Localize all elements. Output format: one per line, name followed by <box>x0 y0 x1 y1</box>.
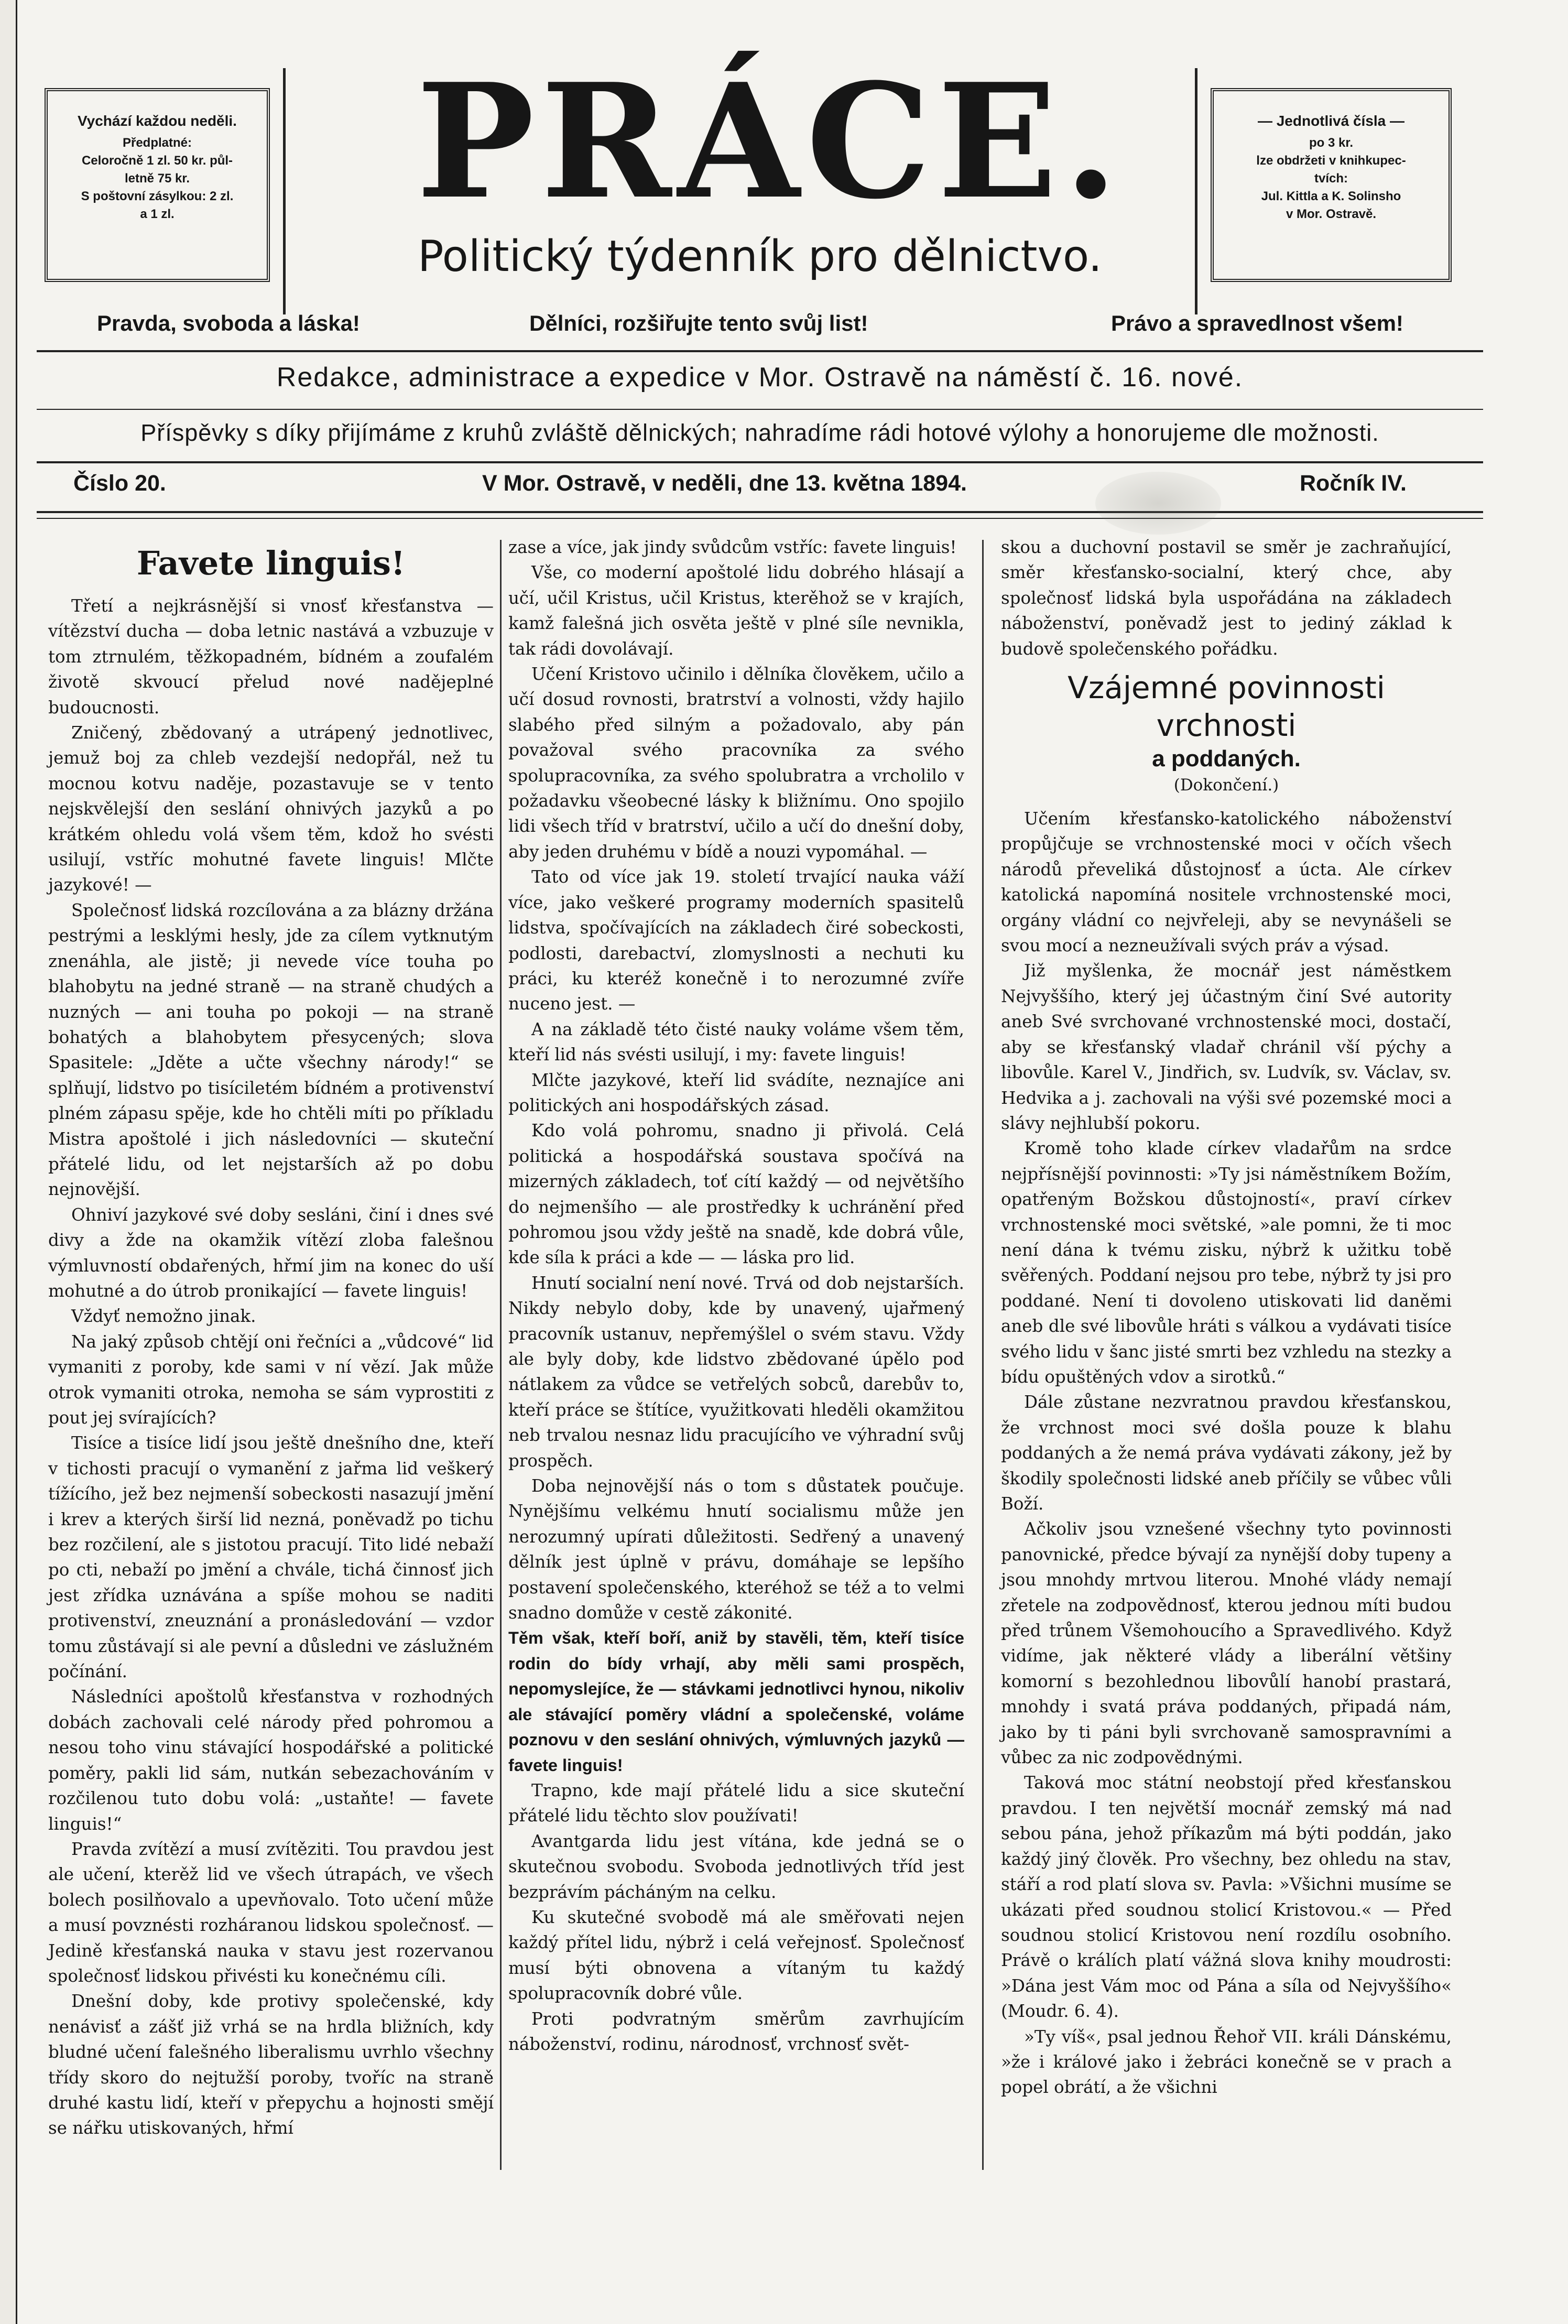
motto-center: Dělníci, rozšiřujte tento svůj list! <box>529 311 868 335</box>
editorial-address: Redakce, administrace a expedice v Mor. Ostravě na náměstí č. 16. nové. <box>276 362 1244 393</box>
paragraph: Hnutí socialní není nové. Trvá od dob nejstarších. Nikdy nebylo doby, kde by unavený, ujařmený pracovník ustanuv, nepřemýšlel o svém stavu. Vždy ale byly doby, kde lidstvo zbědované úpělo pod nátlakem za vůdce se vetřelých sobců, darebův to, kteří práce se štítíce, využitkovati hleděli okamžitou neb trvalou nesnaz lidu pracujícího ve výhradní svůj prospěch. <box>508 1273 964 1471</box>
motto-right: Právo a spravedlnost všem! <box>1111 311 1403 335</box>
paragraph: Dnešní doby, kde protivy společenské, kdy nenávisť a zášť již vrhá se na hrdla bližních, kdy bludné učení falešného liberalismu uvrhlo všechny třídy skoro do nejtužší poroby, tvoříc na straně druhé kastu lidí, kteří v přepychu a hojnosti smějí se nářku utiskovaných, hřmí <box>48 1991 494 2138</box>
paragraph: Mlčte jazykové, kteří lid svádíte, neznajíce ani politických ani hospodářských zásad. <box>508 1070 964 1115</box>
paragraph: Učení Kristovo učinilo i dělníka člověkem, učilo a učí dosud rovnosti, bratrství a volnosti, vždy hajilo slabého před silným a požadovalo, aby pán považoval svého pracovníka za svého spolupracovníka, za svého spolubratra a vrcholilo v požadavku všeobecné lásky k bližnímu. Ono spojilo lidi všech tříd v bratrství, učilo a učí do dnešní doby, aby jeden druhému v bídě a nouzi vypomáhal. — <box>508 664 964 862</box>
subscription-prices: Celoročně 1 zl. 50 kr. půl- letně 75 kr. S poštovní zásylkou: 2 zl. a 1 zl. <box>81 154 234 221</box>
paragraph: Společnosť lidská rozcílována a za blázny držána pestrými a lesklými hesly, jde za cílem vytknutým znenáhla, ale jistě; ji nevede více touha po blahobytu na jedné straně — na straně chudých a nuzných — ani touha po pokoji — na straně bohatých a blahobytem přesycených; slova Spasitele: „Jděte a učte všechny národy!“ se splňují, lidstvo po tisíciletém bídném a protivenství plném zápasu spěje, kde ho chtěli míti po příkladu Mistra apoštolé i jich následovníci — skuteční přátelé lidu, od let nejstarších až po dobu nejnovější. <box>48 900 494 1200</box>
paragraph: Třetí a nejkrásnější si vnosť křesťanstva — vítězství ducha — doba letnic nastává a vzbuzuje v tom ztrnulém, těžkopadném, bídném a zoufalém životě skvoucí přelud nové nadějeplné budoucnosti. <box>48 596 494 718</box>
masthead-subtitle: Politický týdenník pro dělnictvo. <box>418 232 1102 281</box>
issue-number: Číslo 20. <box>73 471 166 496</box>
ink-stain <box>1095 472 1221 535</box>
paragraph: zase a více, jak jindy svůdcům vstříc: favete linguis! <box>508 537 957 557</box>
paragraph: Trapno, kde mají přátelé lidu a sice skuteční přátelé lidu těchto slov používati! <box>508 1780 964 1826</box>
paragraph: Dále zůstane nezvratnou pravdou křesťanskou, že vrchnost moci své došla pouze k blahu poddaných a že nemá práva vydávati zákony, jež by škodily společnosti lidské aneb příčily se vůbec vůli Boží. <box>1001 1392 1452 1514</box>
column-divider-1 <box>500 540 502 2170</box>
article2-title: Vzájemné povinnosti vrchnosti <box>1068 670 1385 744</box>
dateline: V Mor. Ostravě, v neděli, dne 13. května 1894. <box>482 471 967 496</box>
article-title: Favete linguis! <box>136 544 406 582</box>
paragraph: Proti podvratným směrům zavrhujícím náboženství, rodinu, národnosť, vrchnosť svět- <box>508 2008 964 2054</box>
volume-number: Ročník IV. <box>1300 471 1407 496</box>
article2-continuation-note: (Dokončení.) <box>1173 776 1279 795</box>
paragraph: Vždyť nemožno jinak. <box>71 1306 256 1327</box>
dateline-rule-1 <box>37 511 1483 513</box>
paragraph: Zničený, zbědovaný a utrápený jednotlivec, jemuž boj za chleb vezdejší nedopřál, než tu mocnou kotvu naděje, pozastavuje se v tento nejskvělejší den seslání ohnivých jazyků a po krátkém ohledu volá všem těm, kdož ho svésti usilují, vstříc mohutné favete linguis! Mlčte jazykové! — <box>48 723 494 895</box>
paragraph: Ačkoliv jsou vznešené všechny tyto povinnosti panovnické, předce bývají za nynější doby tupeny a jsou mnohdy mrtvou literou. Mnohé vlády nemají zřetele na zodpovědnosť, kterou jednou míti budou před trůnem Všemohoucího a Spravedlivého. Když vidíme, jak některé vlády a liberální většiny komorní s bezohlednou libovůlí hanobí prastará, mnohdy i svatá práva poddaných, připadá nám, jako by ti páni byli svrchovaně samospravními a vůbec za nic zodpovědnými. <box>1001 1519 1452 1768</box>
contributions-note: Příspěvky s díky přijímáme z kruhů zvláště dělnických; nahradíme rádi hotové výlohy a honorujeme dle možnosti. <box>140 419 1379 446</box>
paragraph: Tisíce a tisíce lidí jsou ještě dnešního dne, kteří v tichosti pracují o vymanění z jařma lid veškerý tížícího, jež bez nejmenší sobeckosti nasazují jmění i krev a kterých širší lid nezná, poněvadž po tichu bez rozčilení, ale s jistotou pracují. Tito lidé nebaží po cti, nebaží po jmění a chvále, tichá činnosť jich jest zřídka uznávána a spíše mohou se naditi protivenství, zneuznání a pronásledování — vzdor tomu zůstávají si ale pevní a důsledni ve záslužném počínání. <box>48 1433 494 1682</box>
single-issue-title: — Jednotlivá čísla — <box>1257 113 1405 129</box>
column-2 <box>508 535 964 2057</box>
newspaper-page <box>21 0 1547 2324</box>
column-divider-2 <box>982 540 984 2170</box>
left-frame-rule <box>283 68 286 314</box>
paragraph: Ohniví jazykové své doby sesláni, činí i dnes své divy a žde na okamžik vítězí zloba falešnou výmluvností obdařených, hřmí jim na konec do uší mohutné a do útrob pronikající — favete linguis! <box>48 1204 494 1301</box>
paragraph: Již myšlenka, že mocnář jest náměstkem Nejvyššího, který jej účastným činí Své autority aneb Své svrchované vrchnostenské moci, dostačí, aby se křesťanský vladař chránil vší pýchy a libovůle. Karel V., Jindřich, sv. Ludvík, sv. Václav, sv. Hedvika a j. zachovali na výši své pozemské moci a slávy nejhlubší pokoru. <box>1001 961 1452 1133</box>
paragraph: Ku skutečné svobodě má ale směřovati nejen každý přítel lidu, nýbrž i celá veřejnosť. Společnosť musí býti obnovena a vítaným tu každý spolupracovník dobré vůle. <box>508 1907 964 2004</box>
paragraph: Na jaký způsob chtějí oni řečníci a „vůdcové“ lid vymaniti z poroby, kde sami v ní vězí. Jak může otrok vymaniti otroka, nemoha se sám vyprostiti z pout jej svírajících? <box>48 1331 494 1428</box>
paragraph: Avantgarda lidu jest vítána, kde jedná se o skutečnou svobodu. Svoboda jednotlivých tříd jest bezprávím pácháným na celku. <box>508 1831 964 1902</box>
paragraph: Kromě toho klade církev vladařům na srdce nejpřísnější povinnosti: »Ty jsi náměstníkem Božím, opatřeným Božskou důstojností«, praví církev vrchnostenské moci světské, »ale pomni, že ti moc není dána k tvému zisku, nýbrž k užitku tobě svěřených. Poddaní nejsou pro tebe, nýbrž ty jsi pro poddané. Není ti dovoleno utiskovati lid daněmi aneb dle své libovůle hráti s válkou a vydávati tisíce svého lidu v šanc jisté smrti bez vzhledu na stezky a bídu opuštěných vdov a sirotků.“ <box>1001 1138 1452 1387</box>
address-rule <box>37 409 1483 410</box>
header-rule <box>37 350 1483 352</box>
paragraph: Učením křesťansko-katolického náboženství propůjčuje se vrchnostenské moci v očích všech národů převeliká důstojnosť a úcta. Ale církev katolická napomíná nositele vrchnostenské moci, orgány vládní co nejvřeleji, aby se nevynášeli se svou mocí a nezneužívali svých práv a výsad. <box>1001 809 1452 956</box>
page-binding <box>0 0 17 2324</box>
paragraph: Taková moc státní neobstojí před křesťanskou pravdou. I ten největší mocnář zemský má nad sebou pána, jehož příkazům má býti poddán, jako každý jiný člověk. Pro všechny, bez ohledu na stav, stáří a rod platí slova sv. Pavla: »Všichni musíme se ukázati před soudnou stolicí Kristovou.« — Před soudnou stolicí Kristovou není rozdílu osobního. Právě o králích platí vážná slova knihy moudrosti: »Dána jest Vám moc od Pána a síla od Nejvyššího« (Moudr. 6. 4). <box>1001 1773 1452 2022</box>
masthead-title: PRÁCE. <box>416 49 1125 234</box>
paragraph: Tato od více jak 19. století trvající nauka váží více, jako veškeré programy moderních spasitelů lidstva, spočívajících na základech čiré sobeckosti, podlosti, darebactví, zlomyslnosti a nechuti ku práci, ku kteréž konečně i to nerozumné zvíře nuceno jest. — <box>508 867 964 1014</box>
bold-paragraph: Těm však, kteří boří, aniž by stavěli, těm, kteří tisíce rodin do bídy vrhají, aby měli sami prospěch, nepomyslejíce, že — stávkami jednotlivci hynou, nikoliv ale stávající poměry vládní a společenské, voláme poznovu v den seslání ohnivých, výmluvných jazyků — favete linguis! <box>508 1628 964 1775</box>
subscription-label: Předplatné: <box>122 136 192 150</box>
single-issue-box <box>1211 88 1452 282</box>
paragraph: Doba nejnovější nás o tom s důstatek poučuje. Nynějšímu velkému hnutí socialismu může jen nerozumný upírati důležitosti. Sedřený a unavený dělník jest úplně v právu, domáhaje se lepšího postavení společenského, kteréhož se též a to velmi snadno domůže v cestě zákonité. <box>508 1476 964 1623</box>
subscription-box <box>45 88 270 282</box>
motto-left: Pravda, svoboda a láska! <box>97 311 360 335</box>
paragraph: skou a duchovní postavil se směr je zachraňující, směr křesťansko-socialní, který chce, aby společnosť lidská byla uspořádána na základech náboženství, poněvadž jest to jediný základ k budově společenského pořádku. <box>1001 537 1452 659</box>
right-frame-rule <box>1195 68 1197 314</box>
article2-subtitle: a poddaných. <box>1152 746 1301 772</box>
paragraph: A na základě této čisté nauky voláme všem těm, kteří lid nás svésti usilují, i my: favete linguis! <box>508 1019 964 1065</box>
paragraph: Vše, co moderní apoštolé lidu dobrého hlásají a učí, učil Kristus, učil Kristus, kterěhož se v krajích, kamž falešná jich osvěta ještě v plné síle nevnikla, tak rádi dovolávají. <box>508 562 964 659</box>
subscription-title: Vychází každou neděli. <box>78 113 237 129</box>
notice-rule <box>37 461 1483 463</box>
paragraph: Následníci apoštolů křesťanstva v rozhodných dobách zachovali celé národy před pohromou a nesou toho vinu stávající hospodářské a politické poměry, pakli lid sám, nutkán sebezachováním v rozčilenou tuto dobu volá: „ustaňte! — favete linguis!“ <box>48 1687 494 1834</box>
single-issue-info: po 3 kr. lze obdržeti v knihkupec- tvích: Jul. Kittla a K. Solinsho v Mor. Ostravě. <box>1256 136 1406 221</box>
column-1 <box>48 535 494 2141</box>
column-3 <box>1001 535 1452 2100</box>
paragraph: Pravda zvítězí a musí zvítěziti. Tou pravdou jest ale učení, kterěž lid ve všech útrapách, ve všech bolech posilňovalo a upevňovalo. Toto učení může a musí povznésti rozháranou lidskou společnosť. — Jedině křesťanská nauka v stavu jest rozervanou společnosť lidskou přivésti ku konečnému cíli. <box>48 1839 494 1986</box>
paragraph: Kdo volá pohromu, snadno ji přivolá. Celá politická a hospodářská soustava spočívá na mizerných základech, toť cítí každý — od největšího do nejmenšího — ale prostředky k uchránění před pohromou jsou vždy ještě na snadě, kde dobrá vůle, kde síla k práci a kde — — láska pro lid. <box>508 1121 964 1268</box>
dateline-rule-2 <box>37 518 1483 519</box>
paragraph: »Ty víš«, psal jednou Řehoř VII. králi Dánskému, »že i králové jako i žebráci konečně se v prach a popel obrátí, a že všichni <box>1001 2026 1452 2098</box>
